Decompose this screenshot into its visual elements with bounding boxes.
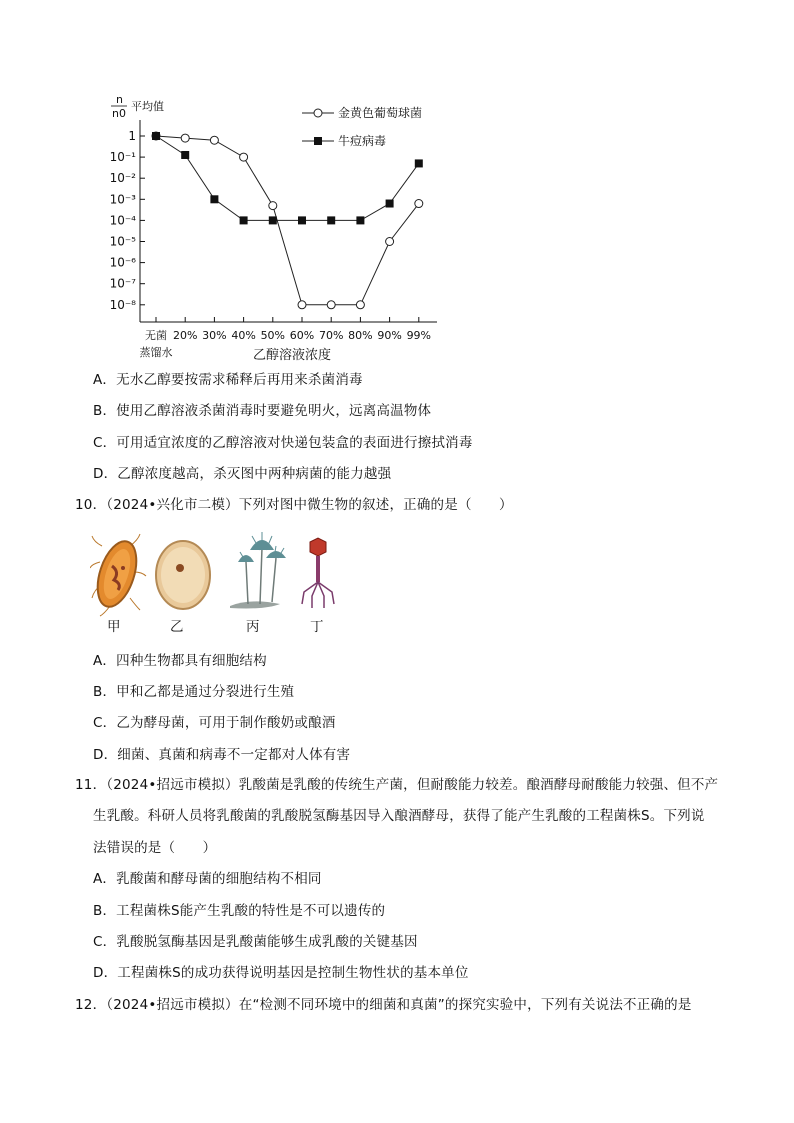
q9-option-a: A．无水乙醇要按需求稀释后再用来杀菌消毒 bbox=[93, 372, 363, 388]
q10-option-b: B．甲和乙都是通过分裂进行生殖 bbox=[93, 684, 295, 700]
x-tick-label: 40% bbox=[231, 329, 256, 342]
bacteriophage-icon bbox=[302, 538, 334, 608]
x-tick-label: 70% bbox=[318, 329, 344, 342]
q11-stem-line-1: 11．（2024•招远市模拟）乳酸菌是乳酸的传统生产菌，但耐酸能力较差。酿酒酵母耐酸能力较强、但不产 bbox=[75, 777, 719, 793]
mold-icon bbox=[230, 532, 286, 609]
x-tick-label: 99% bbox=[406, 329, 432, 342]
x-axis-title: 乙醇溶液浓度 bbox=[253, 348, 332, 363]
q10-label-yi: 乙 bbox=[170, 619, 184, 635]
series-2-point bbox=[152, 132, 160, 140]
x-tick-label: 无菌 bbox=[145, 329, 167, 342]
y-tick-label: 10⁻² bbox=[109, 171, 136, 186]
series-line-2 bbox=[156, 136, 419, 220]
legend bbox=[302, 105, 422, 148]
q9-option-c: C．可用适宜浓度的乙醇溶液对快递包装盒的表面进行擦拭消毒 bbox=[93, 435, 473, 451]
q10-option-c: C．乙为酵母菌，可用于制作酸奶或酿酒 bbox=[93, 715, 336, 731]
y-tick-label: 10⁻⁶ bbox=[109, 255, 136, 270]
series-2-point bbox=[356, 216, 364, 224]
series-2-point bbox=[298, 216, 306, 224]
series-2-point bbox=[210, 195, 218, 203]
series-1-point bbox=[327, 301, 335, 309]
series-1-point bbox=[210, 136, 218, 144]
ethanol-concentration-chart bbox=[0, 0, 794, 370]
x-tick-label: 50% bbox=[260, 329, 286, 342]
q11-stem-line-3: 法错误的是（ ） bbox=[93, 840, 217, 856]
q12-stem: 12．（2024•招远市模拟）在“检测不同环境中的细菌和真菌”的探究实验中，下列有关说法不正确的是 bbox=[75, 997, 692, 1013]
q10-option-a: A．四种生物都具有细胞结构 bbox=[93, 653, 267, 669]
series-2-point bbox=[181, 151, 189, 159]
q10-label-bing: 丙 bbox=[246, 619, 260, 635]
series-2-point bbox=[327, 216, 335, 224]
series-2-point bbox=[415, 159, 423, 167]
y-tick-label: 10⁻³ bbox=[109, 192, 136, 207]
x-tick-label: 30% bbox=[202, 329, 227, 342]
series-2-point bbox=[386, 200, 394, 208]
q11-option-c: C．乳酸脱氢酶基因是乳酸菌能够生成乳酸的关键基因 bbox=[93, 934, 418, 950]
y-tick-label: 10⁻⁴ bbox=[109, 213, 136, 228]
y-axis-label-numerator: n bbox=[116, 93, 123, 106]
q11-option-a: A．乳酸菌和酵母菌的细胞结构不相同 bbox=[93, 871, 322, 887]
x-tick-label: 90% bbox=[377, 329, 402, 342]
legend-label-series-1: 金黄色葡萄球菌 bbox=[338, 106, 423, 120]
series-2-point bbox=[269, 216, 277, 224]
q9-option-d: D．乙醇浓度越高，杀灭图中两种病菌的能力越强 bbox=[93, 466, 392, 482]
y-axis-label-text: 平均值 bbox=[131, 100, 164, 113]
y-tick-label: 10⁻⁸ bbox=[109, 297, 136, 312]
series-1-point bbox=[298, 301, 306, 309]
series-1-point bbox=[240, 153, 248, 161]
x-tick-label: 20% bbox=[172, 329, 198, 342]
x-tick-label: 60% bbox=[289, 329, 315, 342]
series-1-point bbox=[269, 202, 277, 210]
q9-option-b: B．使用乙醇溶液杀菌消毒时要避免明火，远离高温物体 bbox=[93, 403, 432, 419]
x-tick-label: 80% bbox=[348, 329, 373, 342]
legend-marker-square bbox=[314, 137, 322, 145]
series-1-point bbox=[181, 134, 189, 142]
y-tick-label: 10⁻⁷ bbox=[109, 276, 136, 291]
yeast-cell-icon bbox=[156, 541, 210, 609]
y-tick-label: 10⁻¹ bbox=[109, 150, 136, 165]
y-tick-label: 10⁻⁵ bbox=[109, 234, 136, 249]
series-1-point bbox=[356, 301, 364, 309]
legend-label-series-2: 牛痘病毒 bbox=[338, 134, 387, 148]
series-2-point bbox=[240, 216, 248, 224]
q10-label-ding: 丁 bbox=[310, 619, 324, 635]
q10-option-d: D．细菌、真菌和病毒不一定都对人体有害 bbox=[93, 747, 351, 763]
y-tick-label: 1 bbox=[128, 129, 136, 143]
q11-option-b: B．工程菌株S能产生乳酸的特性是不可以遗传的 bbox=[93, 903, 386, 919]
x-tick-label-line2: 蒸馏水 bbox=[139, 346, 173, 359]
series-1-point bbox=[386, 238, 394, 246]
y-axis-label-denominator: n0 bbox=[112, 107, 126, 120]
q11-stem-line-2: 生乳酸。科研人员将乳酸菌的乳酸脱氢酶基因导入酿酒酵母，获得了能产生乳酸的工程菌株S。下列说 bbox=[93, 808, 705, 824]
q10-stem: 10．（2024•兴化市二模）下列对图中微生物的叙述，正确的是（ ） bbox=[75, 497, 513, 513]
series-1-point bbox=[415, 200, 423, 208]
q10-label-jia: 甲 bbox=[107, 619, 121, 635]
microorganism-illustrations bbox=[90, 528, 350, 618]
legend-marker-circle bbox=[314, 109, 322, 117]
q11-option-d: D．工程菌株S的成功获得说明基因是控制生物性状的基本单位 bbox=[93, 965, 469, 981]
bacterium-icon bbox=[90, 534, 146, 616]
